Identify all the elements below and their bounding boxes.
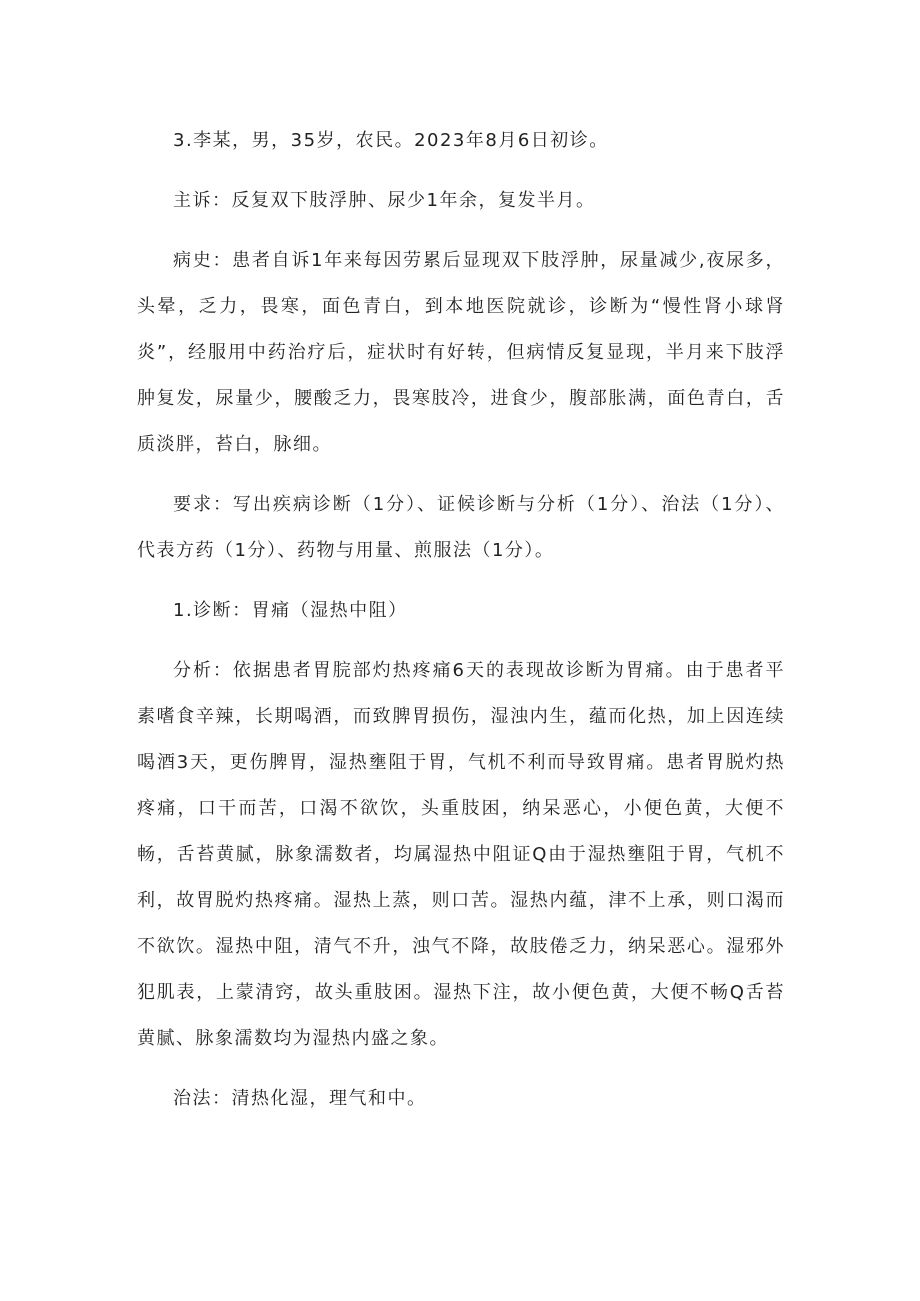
document-body xyxy=(137,118,785,1136)
case-heading-paragraph: 3.李某，男，35岁，农民。2023年8月6日初诊。 xyxy=(173,130,609,151)
chief-complaint-paragraph: 主诉：反复双下肢浮肿、尿少1年余，复发半月。 xyxy=(173,190,596,211)
medical-history-paragraph: 病史：患者自诉1年来每因劳累后显现双下肢浮肿，尿量减少,夜尿多，头晕，乏力，畏寒，面色青白，到本地医院就诊，诊断为“慢性肾小球肾炎”，经服用中药治疗后，症状时有好转，但病情反复显现，半月来下肢浮肿复发，尿量少，腰酸乏力，畏寒肢冷，进食少，腹部胀满，面色青白，舌质淡胖，苔白，脉细。 xyxy=(137,250,785,455)
treatment-paragraph: 治法：清热化湿，理气和中。 xyxy=(173,1088,427,1109)
diagnosis-paragraph: 1.诊断：胃痛（湿热中阻） xyxy=(173,600,408,621)
analysis-paragraph: 分析：依据患者胃脘部灼热疼痛6天的表现故诊断为胃痛。由于患者平素嗜食辛辣，长期喝酒，而致脾胃损伤，湿浊内生，蕴而化热，加上因连续喝酒3天，更伤脾胃，湿热壅阻于胃，气机不利而导致胃痛。患者胃脱灼热疼痛，口干而苦，口渴不欲饮，头重肢困，纳呆恶心，小便色黄，大便不畅，舌苔黄腻，脉象濡数者，均属湿热中阻证Q由于湿热壅阻于胃，气机不利，故胃脱灼热疼痛。湿热上蒸，则口苦。湿热内蕴，津不上承，则口渴而不欲饮。湿热中阻，清气不升，浊气不降，故肢倦乏力，纳呆恶心。湿邪外犯肌表，上蒙清窍，故头重肢困。湿热下注，故小便色黄，大便不畅Q舌苔黄腻、脉象濡数均为湿热内盛之象。 xyxy=(137,660,785,1049)
requirements-paragraph: 要求：写出疾病诊断（1分）、证候诊断与分析（1分）、治法（1分）、代表方药（1分）、药物与用量、煎服法（1分）。 xyxy=(137,494,785,561)
